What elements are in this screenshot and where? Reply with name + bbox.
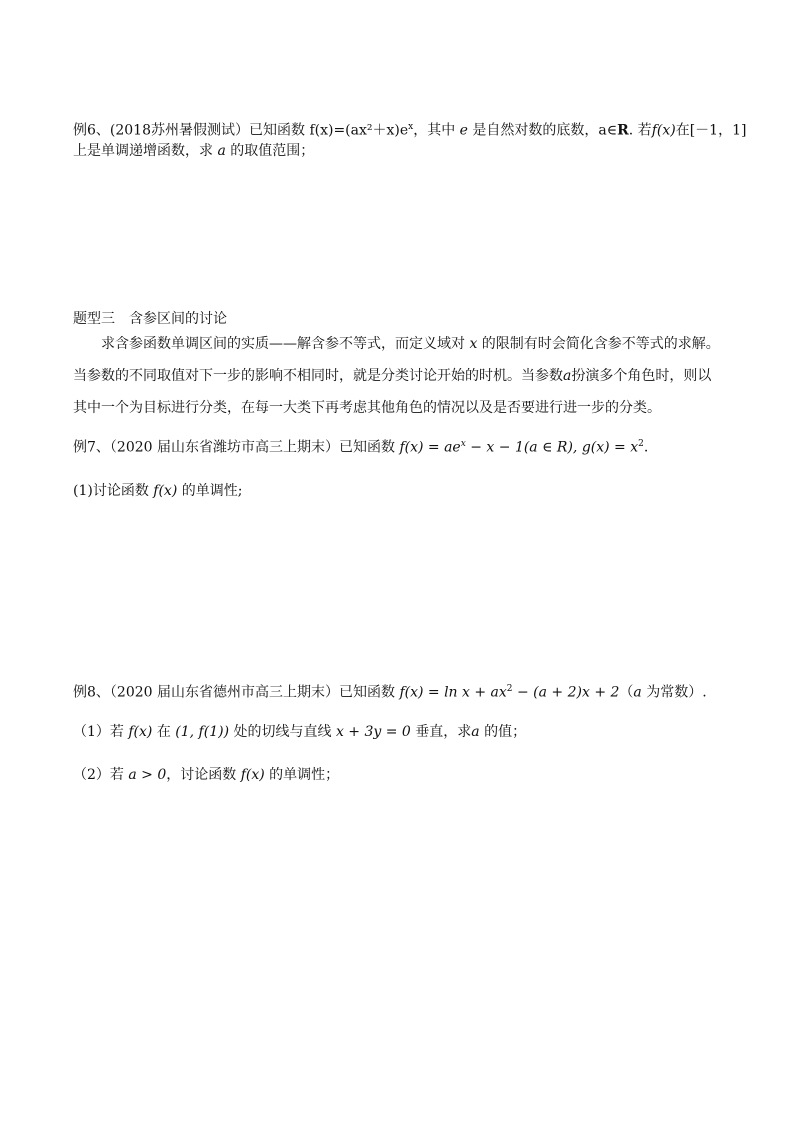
math-symbol-R: R	[617, 122, 629, 139]
math-symbol-a: a	[217, 143, 226, 159]
example6-text: 例6、(2018苏州暑假测试）已知函数 f(x)=(ax²＋x)e	[73, 122, 409, 139]
section-title: 题型三 含参区间的讨论	[73, 311, 227, 327]
math-arg-x: (x)	[656, 122, 676, 139]
section-paragraph-line1	[101, 334, 720, 354]
math-formula: f(x) = ae	[399, 439, 461, 456]
example6-text: . 若	[628, 122, 652, 139]
example8-text: 例8、（2020 届山东省德州市高三上期末）已知函数	[73, 684, 400, 701]
math-formula: f(x) = ln x + ax	[399, 684, 507, 701]
math-formula: f(x)	[153, 483, 178, 499]
math-function-f: f	[651, 122, 657, 139]
example6-line1	[73, 117, 746, 141]
math-symbol-a: a	[633, 684, 642, 701]
exponent: x	[460, 439, 466, 449]
question-text: 的单调性；	[264, 767, 340, 783]
section-paragraph-line2	[73, 366, 711, 386]
example7-question1	[73, 481, 242, 501]
exponent: x	[408, 122, 414, 132]
example6-text: 的取值范围；	[225, 143, 315, 159]
question-text: 的单调性;	[177, 483, 243, 499]
example7-text: 例7、（2020 届山东省潍坊市高三上期末）已知函数	[73, 439, 400, 456]
math-symbol-a: a	[563, 368, 572, 384]
math-symbol-a: a	[471, 724, 480, 740]
question-text: （2）若	[73, 767, 129, 783]
example7-text: .	[643, 439, 649, 456]
math-formula: x + 3y = 0	[335, 724, 411, 740]
math-formula: a > 0	[128, 767, 167, 783]
example8-text: （	[619, 684, 634, 701]
example7-statement	[73, 434, 648, 458]
exponent: 2	[506, 684, 513, 694]
example6-text: 在[－1，1]	[675, 122, 747, 139]
example6-text: ，其中	[413, 122, 460, 139]
example6-text: 是自然对数的底数，a∈	[467, 122, 618, 139]
math-symbol-x: x	[469, 336, 478, 352]
question-text: (1)讨论函数	[73, 483, 154, 499]
math-formula: f(x)	[240, 767, 265, 783]
example8-text: 为常数）.	[641, 684, 707, 701]
question-text: 垂直，求	[410, 724, 472, 740]
paragraph-text: 当参数的不同取值对下一步的影响不相同时，就是分类讨论开始的时机。当参数	[73, 368, 563, 384]
math-formula: (1, f(1))	[175, 724, 230, 740]
example8-question2	[73, 765, 339, 785]
example8-statement	[73, 679, 707, 703]
section-paragraph-line3: 其中一个为目标进行分类，在每一大类下再考虑其他角色的情况以及是否要进行进一步的分类。	[73, 400, 661, 416]
paragraph-text: 的限制有时会简化含参不等式的求解。	[477, 336, 720, 352]
math-formula: − x − 1(a ∈ R), g(x) = x	[465, 439, 639, 456]
exponent: 2	[638, 439, 644, 449]
question-text: （1）若	[73, 724, 129, 740]
example6-line2	[73, 141, 314, 161]
question-text: 处的切线与直线	[229, 724, 336, 740]
example6-text: 上是单调递增函数，求	[73, 143, 218, 159]
example8-question1	[73, 722, 526, 742]
paragraph-text: 求含参函数单调区间的实质——解含参不等式，而定义域对	[101, 336, 470, 352]
math-symbol-e: e	[459, 122, 468, 139]
question-text: 的值；	[479, 724, 527, 740]
paragraph-text: 扮演多个角色时，则以	[571, 368, 712, 384]
question-text: 在	[152, 724, 176, 740]
math-formula: − (a + 2)x + 2	[512, 684, 620, 701]
question-text: ，讨论函数	[166, 767, 241, 783]
math-formula: f(x)	[128, 724, 153, 740]
